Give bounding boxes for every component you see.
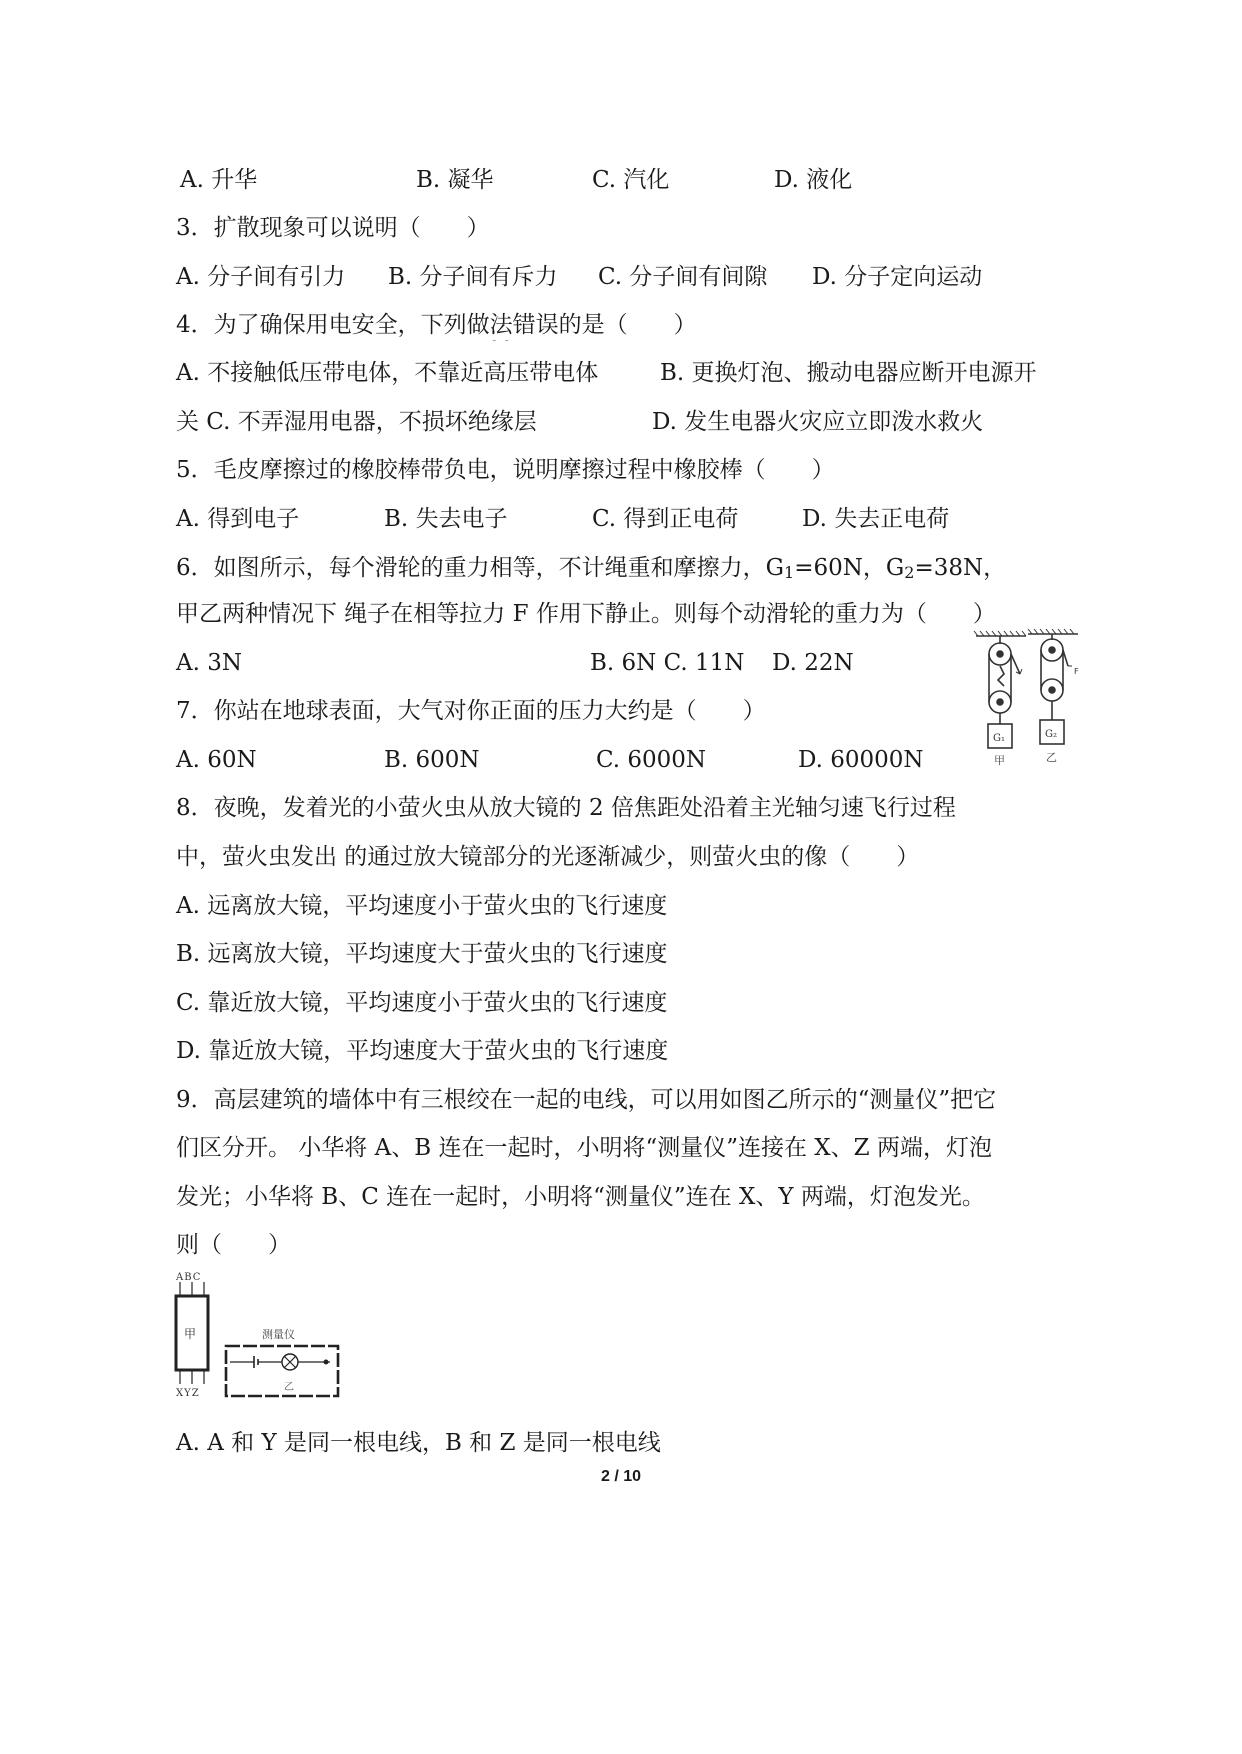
fig-label-meter: 测量仪: [262, 1328, 295, 1341]
q9-stem-line3: 发光；小华将 B、C 连在一起时，小明将“测量仪”连在 X、Y 两端，灯泡发光。: [176, 1184, 985, 1210]
q3-stem: 3．扩散现象可以说明（ ）: [176, 215, 490, 241]
q4-option-d: D. 发生电器火灾应立即泼水救火: [652, 409, 984, 435]
q9-stem-line2: 们区分开。 小华将 A、B 连在一起时，小明将“测量仪”连接在 X、Z 两端，灯泡: [176, 1135, 992, 1161]
q7-stem: 7．你站在地球表面，大气对你正面的压力大约是（ ）: [176, 698, 766, 724]
q7-option-c: C. 6000N: [596, 747, 707, 773]
q5-option-d: D. 失去正电荷: [802, 506, 950, 532]
q8-option-c: C. 靠近放大镜，平均速度小于萤火虫的飞行速度: [176, 990, 668, 1016]
q2-option-c: C. 汽化: [592, 167, 670, 193]
q5-option-b: B. 失去电子: [384, 506, 508, 532]
q5-stem: 5．毛皮摩擦过的橡胶棒带负电，说明摩擦过程中橡胶棒（ ）: [176, 457, 835, 483]
q6-g1-subscript: 1: [784, 563, 795, 582]
q5-option-a: A. 得到电子: [176, 506, 300, 532]
q6-option-bc: B. 6N C. 11N: [590, 650, 745, 676]
q9-stem-line4: 则（ ）: [176, 1232, 291, 1258]
q4-stem: 4．为了确保用电安全，下列做法错误的是（ ）: [176, 312, 697, 338]
q7-option-d: D. 60000N: [798, 747, 924, 773]
q6-option-d: D. 22N: [772, 650, 854, 676]
q3-option-a: A. 分子间有引力: [176, 264, 346, 290]
q4-option-b: B. 更换灯泡、搬动电器应断开电源开: [660, 360, 1037, 386]
q9-stem-line1: 9．高层建筑的墙体中有三根绞在一起的电线，可以用如图乙所示的“测量仪”把它: [176, 1087, 997, 1113]
fig-label-abc: ABC: [176, 1272, 202, 1283]
q4-option-c: 关 C. 不弄湿用电器，不损坏绝缘层: [176, 409, 537, 435]
q8-option-d: D. 靠近放大镜，平均速度大于萤火虫的飞行速度: [176, 1038, 669, 1064]
q6-g1-value: =60N，G: [794, 555, 905, 581]
fig-label-xyz: XYZ: [176, 1388, 200, 1399]
q9-option-a: A. A 和 Y 是同一根电线，B 和 Z 是同一根电线: [176, 1430, 661, 1456]
q3-option-b: B. 分子间有斥力: [388, 264, 558, 290]
q3-option-c: C. 分子间有间隙: [598, 264, 768, 290]
fig-label-jia-box: 甲: [184, 1327, 197, 1341]
q4-option-a: A. 不接触低压带电体，不靠近高压带电体: [176, 360, 599, 386]
q7-option-b: B. 600N: [384, 747, 480, 773]
fig-label-g1: G₁: [993, 733, 1005, 744]
fig-label-g2: G₂: [1045, 729, 1057, 740]
q5-option-c: C. 得到正电荷: [592, 506, 739, 532]
pulley-figure: [970, 626, 1090, 770]
fig-label-yi-box: 乙: [284, 1382, 294, 1393]
q8-option-a: A. 远离放大镜，平均速度小于萤火虫的飞行速度: [176, 893, 668, 919]
q6-stem-line2: 甲乙两种情况下 绳子在相等拉力 F 作用下静止。则每个动滑轮的重力为（ ）: [176, 601, 996, 627]
fig-label-f: F: [1074, 667, 1079, 676]
q2-option-a: A. 升华: [180, 167, 258, 193]
q6-option-a: A. 3N: [176, 650, 242, 676]
q3-option-d: D. 分子定向运动: [812, 264, 983, 290]
fig-label-yi: 乙: [1046, 751, 1057, 764]
q8-stem-line1: 8．夜晚，发着光的小萤火虫从放大镜的 2 倍焦距处沿着主光轴匀速飞行过程: [176, 795, 956, 821]
q6-stem: [176, 553, 1006, 588]
q8-option-b: B. 远离放大镜，平均速度大于萤火虫的飞行速度: [176, 941, 668, 967]
q6-g2-value: =38N，: [914, 555, 1007, 581]
q2-option-b: B. 凝华: [416, 167, 494, 193]
q8-stem-line2: 中，萤火虫发出 的通过放大镜部分的光逐渐减少，则萤火虫的像（ ）: [176, 844, 920, 870]
page-number: 2 / 10: [600, 1468, 642, 1485]
q6-stem-text: 6．如图所示，每个滑轮的重力相等，不计绳重和摩擦力，G: [176, 555, 785, 581]
wire-tester-figure: [170, 1270, 350, 1400]
q7-option-a: A. 60N: [176, 747, 257, 773]
fig-label-jia: 甲: [994, 754, 1005, 767]
q4-emphasis-marks: ˘˘: [492, 340, 517, 350]
q2-option-d: D. 液化: [774, 167, 853, 193]
q6-g2-subscript: 2: [904, 563, 915, 582]
